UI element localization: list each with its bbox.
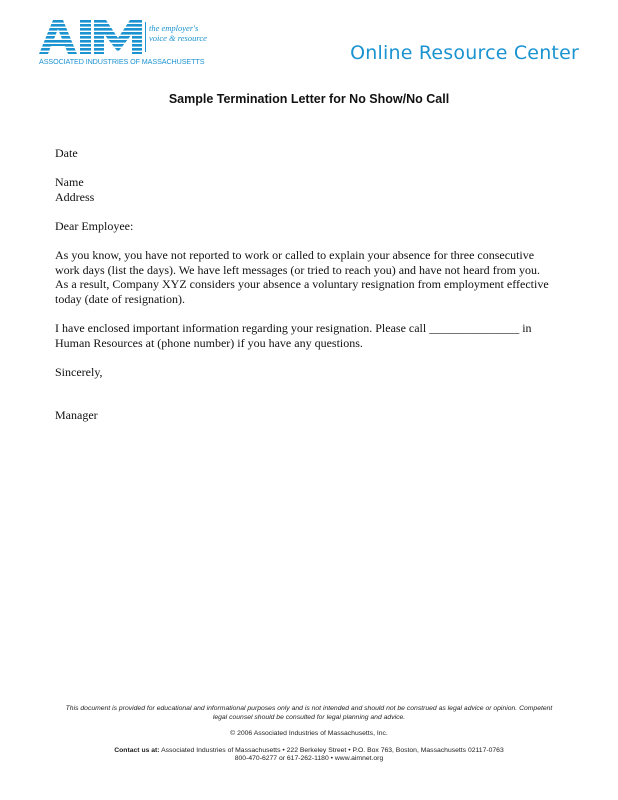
document-title: Sample Termination Letter for No Show/No Call [168, 92, 450, 106]
paragraph-1 [55, 248, 555, 306]
contact-address: Associated Industries of Massachusetts • 222 Berkeley Street • P.O. Box 763, Boston, Massachusetts 02117-0763 [159, 746, 504, 754]
logo-divider [145, 22, 146, 52]
disclaimer-line: This document is provided for educational and informational purposes only and is not intended and should not be construed as legal advice or opinion. Competent [65, 705, 553, 712]
logo-tagline-line2: voice & resource [149, 33, 207, 43]
paragraph-1-line: As you know, you have not reported to work or called to explain your absence for three consecutive [55, 248, 535, 263]
paragraph-1-line: As a result, Company XYZ considers your absence a voluntary resignation from employment effective [55, 277, 549, 292]
online-resource-center-heading: Online Resource Center [350, 42, 579, 64]
footer [0, 705, 618, 764]
paragraph-2-line: Human Resources at (phone number) if you have any questions. [55, 335, 363, 350]
paragraph-2 [55, 321, 555, 350]
logo-tagline-line1: the employer's [149, 23, 199, 33]
letter-body [55, 146, 555, 422]
paragraph-1-line: work days (list the days). We have left messages (or tried to reach you) and have not heard from you. [55, 262, 540, 277]
salutation: Dear Employee: [55, 218, 134, 233]
aim-logo [39, 20, 207, 68]
signature: Manager [55, 407, 98, 422]
address-line: Address [55, 189, 95, 204]
paragraph-1-line: today (date of resignation). [55, 291, 185, 306]
logo-tagline [149, 23, 207, 43]
contact-line [0, 747, 618, 756]
paragraph-2-line: I have enclosed important information regarding your resignation. Please call _______________ in [55, 321, 532, 336]
name-line: Name [55, 175, 84, 190]
closing: Sincerely, [55, 364, 103, 379]
copyright: © 2006 Associated Industries of Massachusetts, Inc. [230, 730, 388, 738]
phone-line: 800-470-6277 or 617-262-1180 • www.aimnet.org [234, 755, 384, 763]
disclaimer-line: legal counsel should be consulted for legal planning and advice. [212, 713, 406, 721]
contact-label: Contact us at: [114, 746, 160, 754]
logo-subtitle: ASSOCIATED INDUSTRIES OF MASSACHUSETTS [39, 57, 205, 66]
date-line: Date [55, 146, 78, 160]
aim-logo-wordmark [39, 20, 142, 54]
